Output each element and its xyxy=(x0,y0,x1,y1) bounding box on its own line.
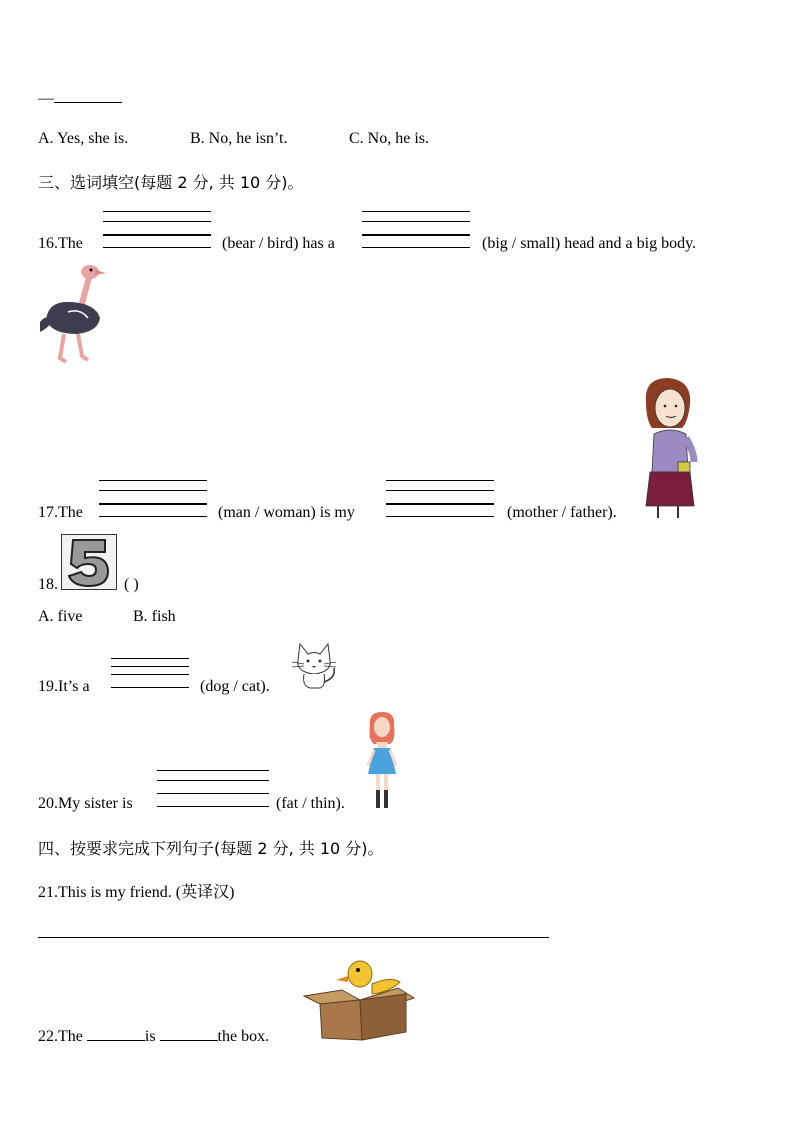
word-choice: (fat / thin). xyxy=(276,795,345,812)
four-line-blank[interactable] xyxy=(362,211,470,249)
answer-blank[interactable] xyxy=(87,1026,145,1041)
q15-option-c: C. No, he is. xyxy=(349,130,429,147)
duck-in-box-image xyxy=(302,954,418,1042)
word-choice: (mother / father). xyxy=(507,504,617,521)
question-22 xyxy=(38,1026,269,1046)
four-line-blank[interactable] xyxy=(157,770,269,808)
word-choice: (man / woman) is my xyxy=(218,504,355,521)
q18-option-a: A. five xyxy=(38,608,83,625)
section-title: 三、选词填空(每题 2 分, 共 10 分)。 xyxy=(38,173,304,192)
four-line-blank[interactable] xyxy=(103,211,211,249)
answer-parentheses[interactable]: ( ) xyxy=(124,576,139,593)
question-text: My sister is xyxy=(58,795,133,812)
question-number: 22. xyxy=(38,1028,58,1045)
question-text: The xyxy=(58,235,83,252)
question-20 xyxy=(38,795,133,813)
word-choice: (dog / cat). xyxy=(200,678,270,695)
question-number: 18. xyxy=(38,576,58,593)
question-number: 17. xyxy=(38,504,58,521)
question-number: 21. xyxy=(38,884,58,901)
cat-image xyxy=(290,642,340,690)
question-number: 20. xyxy=(38,795,58,812)
question-19 xyxy=(38,678,90,696)
dash: — xyxy=(38,90,54,107)
question-text: This is my friend. (英译汉) xyxy=(58,884,235,901)
q15-answer-line xyxy=(38,88,122,108)
question-number: 16. xyxy=(38,235,58,252)
word-choice: (big / small) head and a big body. xyxy=(482,235,697,252)
number-five-image xyxy=(61,534,117,590)
question-text: The xyxy=(58,1028,83,1045)
section-title: 四、按要求完成下列句子(每题 2 分, 共 10 分)。 xyxy=(38,839,384,858)
q18-option-b: B. fish xyxy=(133,608,176,625)
answer-blank[interactable] xyxy=(54,88,122,103)
question-text: The xyxy=(58,504,83,521)
question-text: It’s a xyxy=(58,678,90,695)
q15-option-a: A. Yes, she is. xyxy=(38,130,129,147)
four-line-blank[interactable] xyxy=(99,480,207,518)
question-text: is xyxy=(144,1028,156,1045)
question-16 xyxy=(38,235,83,253)
question-number: 19. xyxy=(38,678,58,695)
word-choice: (bear / bird) has a xyxy=(222,235,335,252)
four-line-blank[interactable] xyxy=(111,658,189,688)
answer-line[interactable] xyxy=(38,937,549,938)
question-text: the box. xyxy=(217,1028,270,1045)
answer-blank[interactable] xyxy=(160,1026,218,1041)
q15-option-b: B. No, he isn’t. xyxy=(190,130,288,147)
woman-image xyxy=(638,376,708,521)
four-line-blank[interactable] xyxy=(386,480,494,518)
girl-image xyxy=(364,710,400,812)
question-21 xyxy=(38,879,234,902)
question-17 xyxy=(38,504,83,522)
ostrich-image xyxy=(38,262,108,367)
